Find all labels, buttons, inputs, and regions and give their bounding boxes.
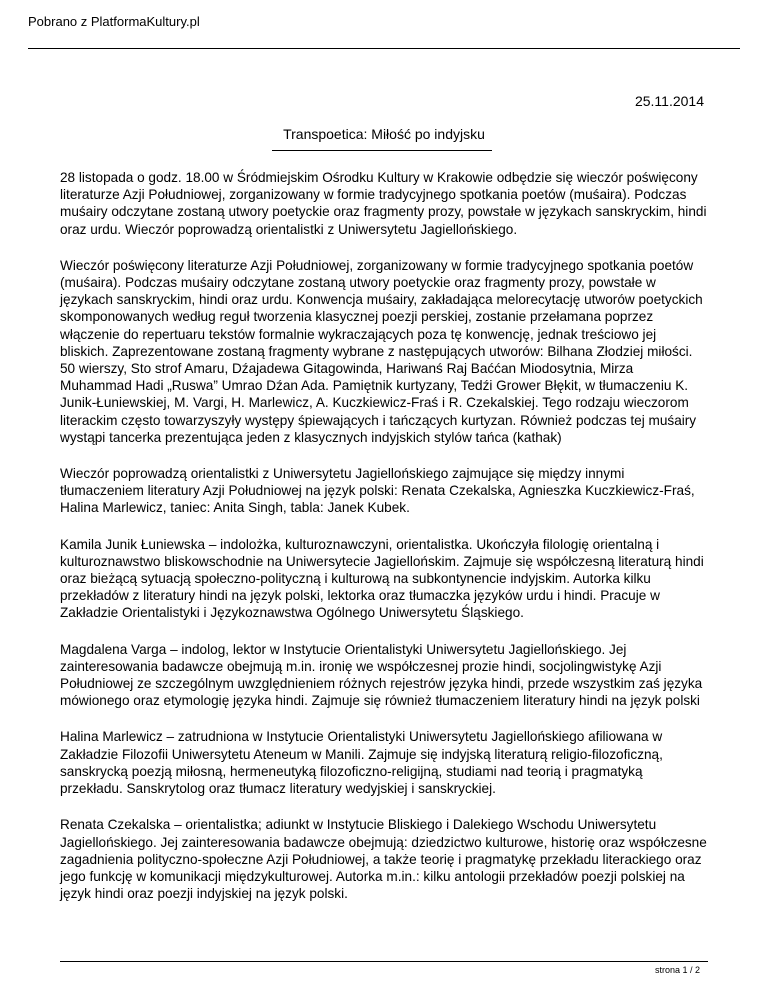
download-source-header: Pobrano z PlatformaKultury.pl xyxy=(28,14,200,29)
article-date: 25.11.2014 xyxy=(634,93,704,109)
paragraph-program: Wieczór poświęcony literaturze Azji Południowej, zorganizowany w formie tradycyjnego spotkania poetów (muśaira). Podczas muśairy odczytane zostaną utwory poetyckie oraz fragmenty prozy, powstałe w językach sanskryckim, hindi oraz urdu. Konwencja muśairy, zakładająca melorecytację utworów poetyckich skomponowanych według reguł tworzenia klasycznej poezji perskiej, zostanie przełamana poprzez włączenie do repertuaru tekstów formalnie wykraczających poza tę konwencję, jednak treściowo jej bliskich. Zaprezentowane zostaną fragmenty wybrane z następujących utworów: Bilhana Złodziej miłości. 50 wierszy, Sto strof Amaru, Dźajadewa Gitagowinda, Hariwanś Raj Baććan Miodosytnia, Mirza Muhammad Hadi „Ruswa” Umrao Dźan Ada. Pamiętnik kurtyzany, Tedźi Grower Błękit, w tłumaczeniu K. Junik-Łuniewskiej, M. Vargi, H. Marlewicz, A. Kuczkiewicz-Fraś i R. Czekalskiej. Tego rodzaju wieczorom literackim często towarzyszyły występy śpiewających i tańczących kurtyzan. Również podczas tej muśairy wystąpi tancerka prezentująca jeden z klasycznych indyjskich stylów tańca (kathak) xyxy=(60,257,703,445)
paragraph-bio-varga: Magdalena Varga – indolog, lektor w Instytucie Orientalistyki Uniwersytetu Jagiellońskiego. Jej zainteresowania badawcze obejmują m.in. ironię we współczesnej prozie hindi, socjolingwistykę Azji Południowej ze szczególnym uwzględnieniem różnych rejestrów języka hindi, przede wszystkim zaś języka mówionego oraz etymologię języka hindi. Zajmuje się również tłumaczeniem literatury hindi na język polski xyxy=(60,641,703,709)
paragraph-bio-junik: Kamila Junik Łuniewska – indolożka, kulturoznawczyni, orientalistka. Ukończyła filologię orientalną i kulturoznawstwo bliskowschodnie na Uniwersytecie Jagiellońskim. Zajmuje się współczesną literaturą hindi oraz bieżącą sytuacją społeczno-polityczną i kulturową na subkontynencie indyjskim. Autorka kilku przekładów z literatury hindi na język polski, lektorka oraz tłumaczka języków urdu i hindi. Pracuje w Zakładzie Orientalistyki i Językoznawstwa Ogólnego Uniwersytetu Śląskiego. xyxy=(60,536,704,621)
article-title: Transpoetica: Miłość po indyjsku xyxy=(283,126,485,142)
title-underline xyxy=(272,150,492,151)
article-body xyxy=(60,169,708,921)
page-number: strona 1 / 2 xyxy=(654,965,700,975)
footer-divider xyxy=(60,961,708,962)
paragraph-hosts: Wieczór poprowadzą orientalistki z Uniwersytetu Jagiellońskiego zajmujące się między innymi tłumaczeniem literatury Azji Południowej na język polski: Renata Czekalska, Agnieszka Kuczkiewicz-Fraś, Halina Marlewicz, taniec: Anita Singh, tabla: Janek Kubek. xyxy=(60,466,695,516)
header-divider xyxy=(28,48,740,49)
title-container xyxy=(0,125,768,144)
paragraph-bio-czekalska: Renata Czekalska – orientalistka; adiunkt w Instytucie Bliskiego i Dalekiego Wschodu Uniwersytetu Jagiellońskiego. Jej zainteresowania badawcze obejmują: dziedzictwo kulturowe, historię oraz współczesne zagadnienia polityczno-społeczne Azji Południowej, a także teorię i pragmatykę przekładu literackiego oraz jego funkcję w komunikacji międzykulturowej. Autorka m.in.: kilku antologii przekładów poezji polskiej na język hindi oraz poezji indyjskiej na język polski. xyxy=(60,817,707,902)
paragraph-intro: 28 listopada o godz. 18.00 w Śródmiejskim Ośrodku Kultury w Krakowie odbędzie się wieczór poświęcony literaturze Azji Południowej, zorganizowany w formie tradycyjnego spotkania poetów (muśaira). Podczas muśairy odczytane zostaną utwory poetyckie oraz fragmenty prozy, powstałe w językach sanskryckim, hindi oraz urdu. Wieczór poprowadzą orientalistki z Uniwersytetu Jagiellońskiego. xyxy=(60,170,707,237)
paragraph-bio-marlewicz: Halina Marlewicz – zatrudniona w Instytucie Orientalistyki Uniwersytetu Jagiellońskiego afiliowana w Zakładzie Filozofii Uniwersytetu Ateneum w Manili. Zajmuje się indyjską literaturą religio-filozoficzną, sanskrycką poezją miłosną, hermeneutyką filozoficzno-religijną, studiami nad teorią i pragmatyką przekładu. Sanskrytolog oraz tłumacz literatury wedyjskiej i sanskryckiej. xyxy=(60,729,663,797)
